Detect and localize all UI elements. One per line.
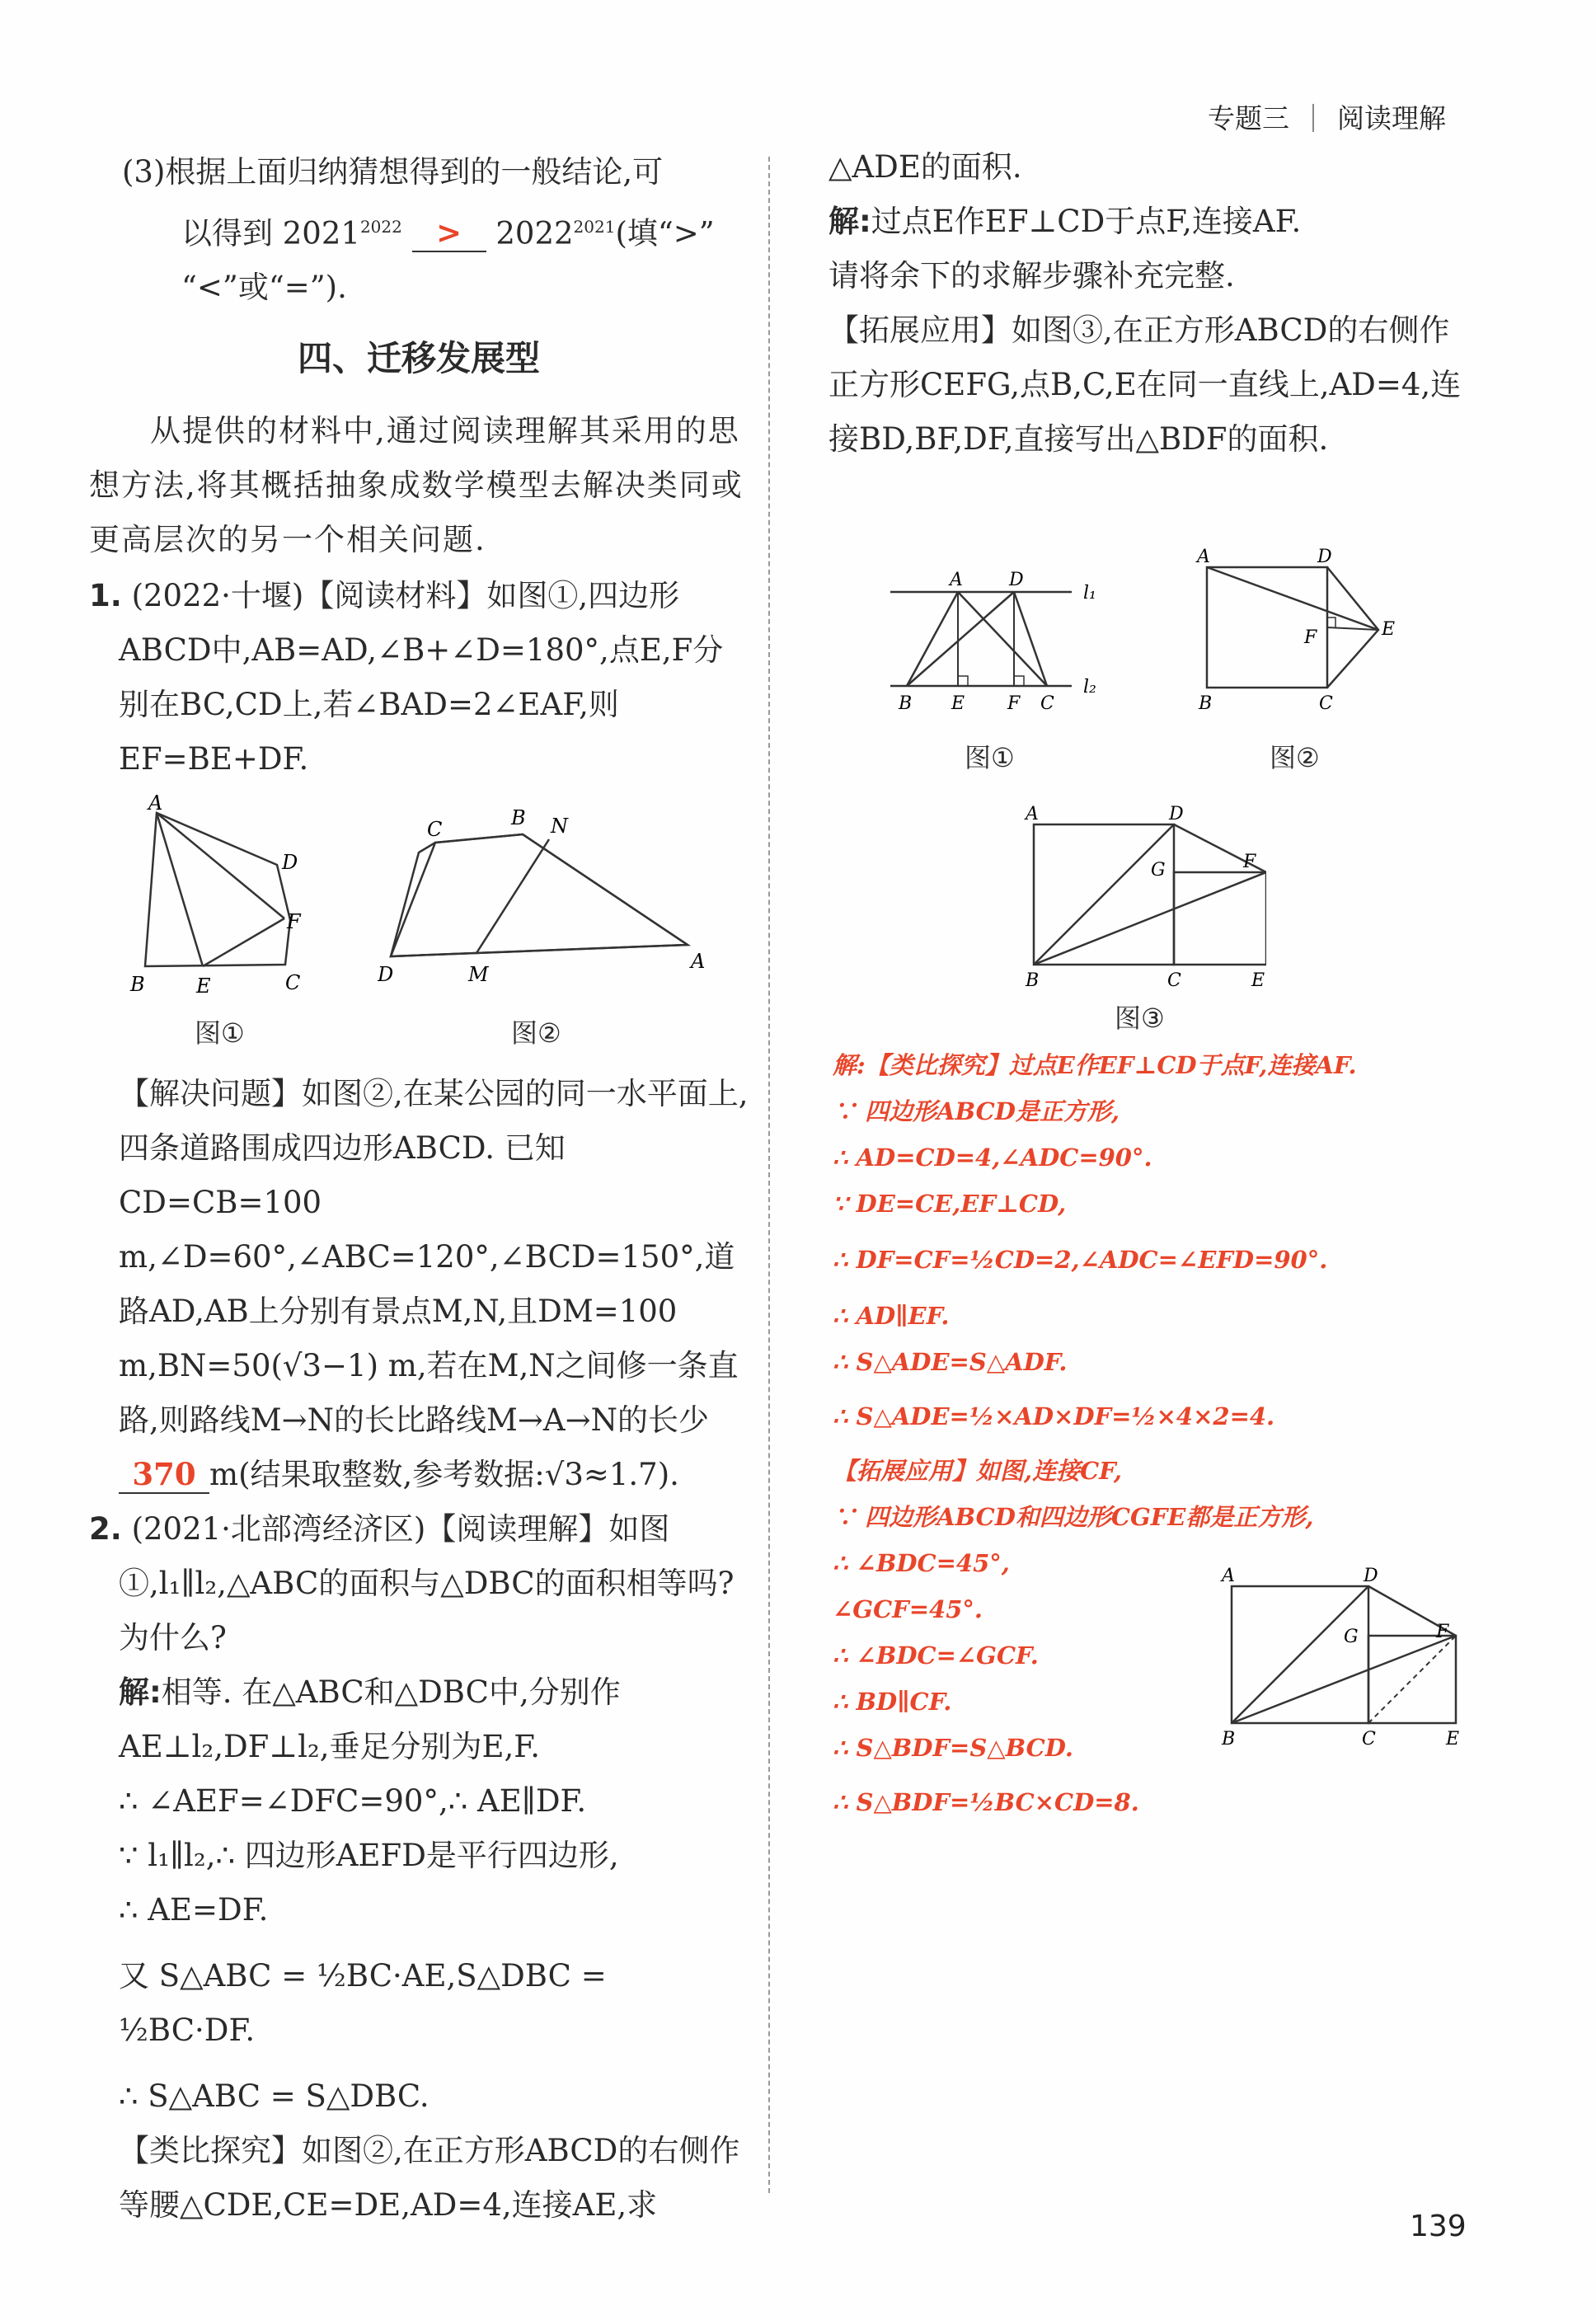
p1-fig2-caption: 图② — [511, 1017, 561, 1050]
ans-line: 解:【类比探究】过点E作EF⊥CD于点F,连接AF. — [833, 1051, 1357, 1079]
problem-2: 2. (2021·北部湾经济区)【阅读理解】如图①,l₁∥l₂,△ABC的面积与△DBC的面积相等吗?为什么? — [89, 1511, 735, 1656]
svg-text:D: D — [1364, 1566, 1378, 1586]
right-column — [829, 140, 1472, 467]
svg-text:C: C — [1167, 970, 1181, 991]
right-extension: 【拓展应用】如图③,在正方形ABCD的右侧作正方形CEFG,点B,C,E在同一直线上,AD=4,连接BD,BF,DF,直接写出△BDF的面积. — [829, 312, 1462, 457]
ans-line: ∴ AD=CD=4,∠ADC=90°. — [833, 1144, 1152, 1172]
problem-1: 1. (2022·十堰)【阅读材料】如图①,四边形ABCD中,AB=AD,∠B+∠D=180°,点E,F分别在BC,CD上,若∠BAD=2∠EAF,则EF=BE+DF. — [89, 578, 724, 777]
svg-text:B: B — [1199, 693, 1213, 714]
svg-text:A: A — [950, 570, 963, 590]
ans-line: ∴ ∠BDC=∠GCF. — [833, 1641, 1039, 1670]
svg-text:A: A — [1197, 547, 1210, 567]
svg-text:F: F — [287, 910, 301, 934]
svg-text:G: G — [1151, 860, 1166, 881]
header-section: 阅读理解 — [1337, 102, 1446, 134]
page-header — [1208, 97, 1446, 136]
section-title: 四、迁移发展型 — [297, 338, 540, 379]
svg-text:C: C — [285, 971, 301, 995]
answer-figure — [1217, 1563, 1464, 1753]
right-sol-2: 请将余下的求解步骤补充完整. — [829, 258, 1235, 294]
svg-text:E: E — [196, 974, 211, 998]
intro-text: 从提供的材料中,通过阅读理解其采用的思想方法,将其概括抽象成数学模型去解决类同或更高层次的另一个相关问题. — [89, 413, 744, 558]
ans-line: ∴ BD∥CF. — [833, 1688, 952, 1716]
svg-text:M: M — [468, 963, 489, 987]
p1-figure-1 — [122, 795, 303, 1001]
svg-text:F: F — [1436, 1622, 1449, 1642]
ans-line: ∵ 四边形ABCD和四边形CGFE都是正方形, — [833, 1503, 1314, 1531]
header-separator — [1312, 104, 1314, 132]
svg-text:E: E — [1446, 1729, 1460, 1749]
svg-text:A: A — [148, 795, 163, 815]
svg-text:B: B — [1026, 970, 1040, 991]
svg-text:B: B — [130, 973, 145, 997]
header-topic: 专题三 — [1208, 102, 1289, 134]
ans-line: ∵ DE=CE,EF⊥CD, — [833, 1190, 1067, 1218]
r-figure-3 — [1019, 801, 1266, 991]
p2-analog: 【类比探究】如图②,在正方形ABCD的右侧作等腰△CDE,CE=DE,AD=4,连接AE,求 — [119, 2133, 740, 2224]
q3-line1: (3)根据上面归纳猜想得到的一般结论,可 — [122, 154, 664, 190]
ans-line: ∠GCF=45°. — [833, 1595, 983, 1623]
r-fig2-caption: 图② — [1270, 742, 1320, 773]
p1-answer-blank: 370 — [119, 1456, 209, 1494]
p2-sol-3: ∵ l₁∥l₂,∴ 四边形AEFD是平行四边形, — [119, 1838, 619, 1874]
svg-text:l₁: l₁ — [1083, 583, 1096, 603]
p2-sol-2: ∴ ∠AEF=∠DFC=90°,∴ AE∥DF. — [119, 1783, 587, 1820]
ans-line: ∴ ∠BDC=45°, — [833, 1549, 1010, 1577]
svg-text:A: A — [1026, 804, 1039, 824]
ans-line: ∴ S△ADE=½×AD×DF=½×4×2=4. — [833, 1402, 1275, 1430]
svg-text:D: D — [282, 851, 298, 875]
ans-line: ∴ AD∥EF. — [833, 1302, 950, 1330]
p2-sol-4: ∴ AE=DF. — [119, 1892, 269, 1928]
r-fig1-caption: 图① — [965, 742, 1015, 773]
svg-text:l₂: l₂ — [1083, 677, 1096, 697]
ans-line: ∴ S△BDF=S△BCD. — [833, 1734, 1073, 1762]
svg-text:C: C — [1362, 1729, 1376, 1749]
svg-text:B: B — [1222, 1729, 1236, 1749]
right-cont: △ADE的面积. — [829, 149, 1022, 185]
svg-text:B: B — [511, 806, 526, 830]
svg-text:G: G — [1344, 1627, 1359, 1647]
ans-line: ∴ S△ADE=S△ADF. — [833, 1348, 1068, 1376]
svg-text:A: A — [1222, 1566, 1235, 1586]
svg-text:F: F — [1304, 627, 1317, 648]
p2-sol-1: 解:相等. 在△ABC和△DBC中,分别作AE⊥l₂,DF⊥l₂,垂足分别为E,F. — [119, 1674, 621, 1765]
svg-text:D: D — [1169, 804, 1184, 824]
p2-sol-5: 又 S△ABC = ½BC·AE,S△DBC = ½BC·DF. — [119, 1958, 607, 2049]
svg-text:C: C — [1319, 693, 1333, 714]
svg-text:F: F — [1243, 852, 1256, 872]
ans-line: 【拓展应用】如图,连接CF, — [833, 1457, 1122, 1485]
column-divider — [768, 157, 770, 2193]
problem-1-solve: 【解决问题】如图②,在某公园的同一水平面上,四条道路围成四边形ABCD. 已知CD=CB=100 m,∠D=60°,∠ABC=120°,∠BCD=150°,道路AD,AB上分别有景点M,N,且DM=100 m,BN=50(√3−1) m,若在M,N之间修一条直路,则路线M→N的长比路线M→A→N的长少370 m(结果取整数,参考数据:√3≈1.7). — [119, 1076, 749, 1493]
p1-fig1-caption: 图① — [195, 1017, 245, 1050]
svg-text:B: B — [899, 693, 913, 714]
page-number: 139 — [1410, 2210, 1467, 2243]
svg-text:E: E — [1251, 970, 1265, 991]
r-figure-1 — [882, 561, 1129, 726]
problem-1-figures — [89, 787, 749, 1067]
left-column — [89, 145, 749, 2233]
r-fig3-caption: 图③ — [1115, 1003, 1165, 1034]
svg-text:D: D — [1009, 570, 1024, 590]
p1-figure-2 — [378, 803, 707, 993]
right-sol-1: 解:过点E作EF⊥CD于点F,连接AF. — [829, 204, 1302, 239]
svg-text:E: E — [1382, 619, 1396, 640]
svg-text:C: C — [427, 818, 443, 842]
ans-line: ∵ 四边形ABCD是正方形, — [833, 1097, 1120, 1125]
svg-text:F: F — [1007, 693, 1021, 714]
svg-text:C: C — [1040, 693, 1054, 714]
svg-text:D: D — [378, 963, 394, 987]
problem-2-solution — [89, 1665, 749, 2233]
q3-line2: 以得到 $2021^{2022} > 2022^{2021}$(填“>” — [181, 214, 715, 251]
ans-line: ∴ DF=CF=½CD=2,∠ADC=∠EFD=90°. — [833, 1246, 1328, 1274]
q3-answer-blank: > — [412, 214, 486, 252]
svg-text:N: N — [551, 815, 568, 838]
svg-text:E: E — [951, 693, 965, 714]
svg-text:A: A — [691, 950, 706, 974]
q3-line3: “<”或“=”). — [181, 270, 347, 306]
svg-text:D: D — [1317, 547, 1332, 567]
p2-sol-6: ∴ S△ABC = S△DBC. — [119, 2078, 430, 2115]
r-figure-2 — [1195, 544, 1410, 726]
ans-line: ∴ S△BDF=½BC×CD=8. — [833, 1788, 1139, 1816]
